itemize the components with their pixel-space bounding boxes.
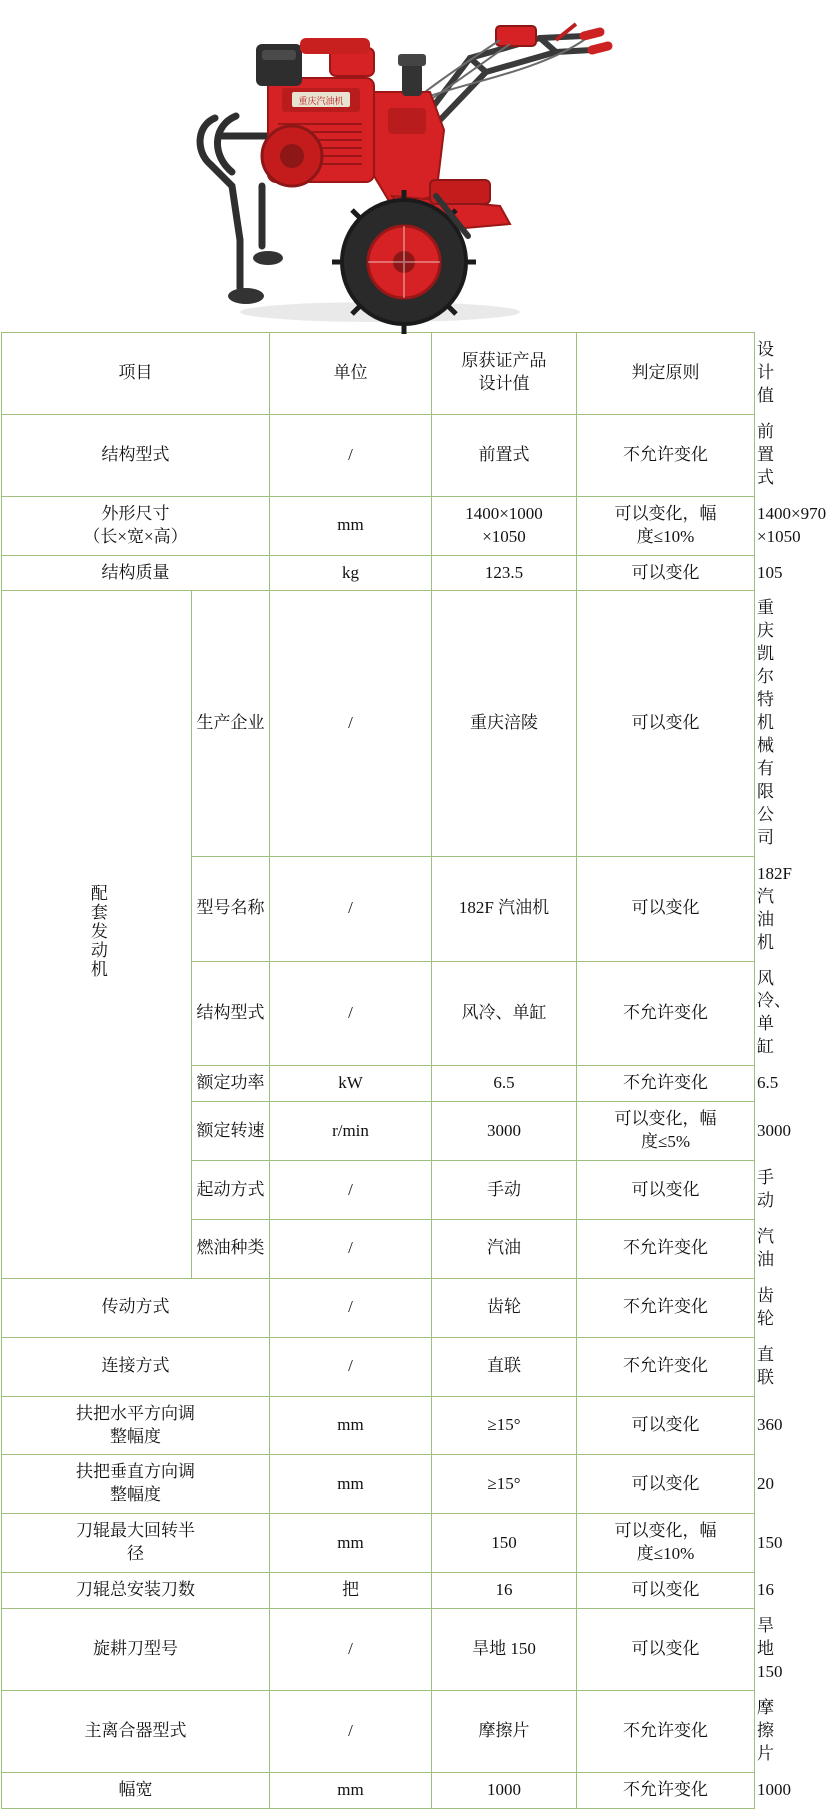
row-label: 生产企业 bbox=[192, 591, 270, 856]
row-unit: / bbox=[270, 1219, 432, 1278]
row-original: 1000 bbox=[432, 1772, 577, 1808]
table-row: 扶把垂直方向调 整幅度 mm ≥15° 可以变化 20 bbox=[2, 1455, 755, 1514]
row-unit: / bbox=[270, 1337, 432, 1396]
engine-group-label-text: 配套发动机 bbox=[87, 883, 107, 979]
row-original: ≥15° bbox=[432, 1455, 577, 1514]
table-row: 外形尺寸 （长×宽×高） mm 1400×1000 ×1050 可以变化，幅 度≤10% 1400×970 ×1050 bbox=[2, 496, 755, 555]
row-rule bbox=[577, 1102, 755, 1161]
engine-group-label bbox=[2, 591, 192, 1278]
row-unit: / bbox=[270, 1609, 432, 1691]
row-label bbox=[2, 496, 270, 555]
row-original: ≥15° bbox=[432, 1396, 577, 1455]
row-rule bbox=[577, 496, 755, 555]
row-original: 3000 bbox=[432, 1102, 577, 1161]
row-label: 结构质量 bbox=[2, 555, 270, 591]
row-unit: mm bbox=[270, 496, 432, 555]
table-row-engine: 起动方式 / 手动 可以变化 手动 bbox=[2, 1161, 755, 1220]
header-original-line1: 原获证产品 bbox=[461, 351, 547, 371]
row-rule: 不允许变化 bbox=[577, 1690, 755, 1772]
table-row: 连接方式 / 直联 不允许变化 直联 bbox=[2, 1337, 755, 1396]
row-label: 型号名称 bbox=[192, 856, 270, 961]
row-rule-line1: 可以变化，幅 bbox=[614, 503, 717, 523]
table-row: 旋耕刀型号 / 旱地 150 可以变化 旱地 150 bbox=[2, 1609, 755, 1691]
row-unit: kW bbox=[270, 1066, 432, 1102]
row-label: 起动方式 bbox=[192, 1161, 270, 1220]
row-rule-line1: 可以变化，幅 bbox=[614, 1521, 717, 1541]
row-unit: / bbox=[270, 1161, 432, 1220]
row-original-line2: ×1050 bbox=[482, 526, 526, 546]
row-label: 燃油种类 bbox=[192, 1219, 270, 1278]
row-label-line2: 径 bbox=[127, 1544, 144, 1564]
row-rule-line2: 度≤10% bbox=[636, 526, 695, 546]
row-label: 传动方式 bbox=[2, 1278, 270, 1337]
row-original bbox=[432, 496, 577, 555]
table-row: 传动方式 / 齿轮 不允许变化 齿轮 bbox=[2, 1278, 755, 1337]
table-row-engine: 额定转速 r/min 3000 可以变化，幅 度≤5% 3000 bbox=[2, 1102, 755, 1161]
row-rule: 不允许变化 bbox=[577, 1278, 755, 1337]
row-original: 直联 bbox=[432, 1337, 577, 1396]
table-row: 刀辊最大回转半 径 mm 150 可以变化，幅 度≤10% 150 bbox=[2, 1514, 755, 1573]
row-rule-line2: 度≤10% bbox=[636, 1544, 695, 1564]
row-rule: 可以变化 bbox=[577, 1455, 755, 1514]
table-header-row: 项目 单位 原获证产品 设计值 判定原则 设计值 bbox=[2, 333, 755, 415]
row-rule: 可以变化 bbox=[577, 1573, 755, 1609]
row-unit: / bbox=[270, 856, 432, 961]
row-rule: 不允许变化 bbox=[577, 1772, 755, 1808]
row-rule: 可以变化 bbox=[577, 555, 755, 591]
row-unit: r/min bbox=[270, 1102, 432, 1161]
row-original: 摩擦片 bbox=[432, 1690, 577, 1772]
row-label-line1: 扶把水平方向调 bbox=[76, 1403, 195, 1423]
row-unit: / bbox=[270, 1278, 432, 1337]
row-rule bbox=[577, 1514, 755, 1573]
row-unit: / bbox=[270, 414, 432, 496]
row-label: 额定功率 bbox=[192, 1066, 270, 1102]
row-label: 刀辊总安装刀数 bbox=[2, 1573, 270, 1609]
row-label: 额定转速 bbox=[192, 1102, 270, 1161]
row-original: 16 bbox=[432, 1573, 577, 1609]
row-unit: / bbox=[270, 591, 432, 856]
table-row: 扶把水平方向调 整幅度 mm ≥15° 可以变化 360 bbox=[2, 1396, 755, 1455]
row-original: 齿轮 bbox=[432, 1278, 577, 1337]
row-original: 旱地 150 bbox=[432, 1609, 577, 1691]
row-rule-line2: 度≤5% bbox=[641, 1132, 690, 1152]
row-unit: mm bbox=[270, 1396, 432, 1455]
row-label-line1: 外形尺寸 bbox=[101, 503, 170, 523]
tiller-illustration bbox=[0, 0, 755, 332]
svg-text:重庆汽油机: 重庆汽油机 bbox=[298, 97, 344, 107]
row-label: 结构型式 bbox=[2, 414, 270, 496]
row-rule: 可以变化 bbox=[577, 1161, 755, 1220]
header-cell-unit: 单位 bbox=[270, 333, 432, 415]
table-row-engine: 燃油种类 / 汽油 不允许变化 汽油 bbox=[2, 1219, 755, 1278]
row-rule: 可以变化 bbox=[577, 591, 755, 856]
row-label: 主离合器型式 bbox=[2, 1690, 270, 1772]
table-row: 结构质量 kg 123.5 可以变化 105 bbox=[2, 555, 755, 591]
table-row-engine: 配套发动机 生产企业 / 重庆涪陵 可以变化 重庆凯尔特机 械有限公司 bbox=[2, 591, 755, 856]
table-row-engine: 型号名称 / 182F 汽油机 可以变化 182F 汽油机 bbox=[2, 856, 755, 961]
row-label-line2: 整幅度 bbox=[110, 1485, 161, 1505]
row-label-line1: 扶把垂直方向调 bbox=[76, 1462, 195, 1482]
row-rule: 不允许变化 bbox=[577, 414, 755, 496]
row-rule: 可以变化 bbox=[577, 1396, 755, 1455]
row-rule: 不允许变化 bbox=[577, 1337, 755, 1396]
row-rule: 可以变化 bbox=[577, 856, 755, 961]
row-original-line1: 1400×1000 bbox=[465, 503, 543, 523]
row-rule: 不允许变化 bbox=[577, 1066, 755, 1102]
row-rule: 不允许变化 bbox=[577, 961, 755, 1066]
row-label bbox=[2, 1455, 270, 1514]
row-rule-line1: 可以变化，幅 bbox=[614, 1109, 717, 1129]
row-unit: mm bbox=[270, 1772, 432, 1808]
row-label: 连接方式 bbox=[2, 1337, 270, 1396]
row-unit: kg bbox=[270, 555, 432, 591]
spec-table bbox=[1, 332, 826, 1809]
row-label bbox=[2, 1396, 270, 1455]
table-row-engine: 额定功率 kW 6.5 不允许变化 6.5 bbox=[2, 1066, 755, 1102]
row-unit: 把 bbox=[270, 1573, 432, 1609]
table-row-engine: 结构型式 / 风冷、单缸 不允许变化 风冷、单缸 bbox=[2, 961, 755, 1066]
row-label: 幅宽 bbox=[2, 1772, 270, 1808]
table-row: 主离合器型式 / 摩擦片 不允许变化 摩擦片 bbox=[2, 1690, 755, 1772]
row-label: 结构型式 bbox=[192, 961, 270, 1066]
row-original: 重庆涪陵 bbox=[432, 591, 577, 856]
row-original: 汽油 bbox=[432, 1219, 577, 1278]
row-label: 旋耕刀型号 bbox=[2, 1609, 270, 1691]
row-original: 123.5 bbox=[432, 555, 577, 591]
row-original: 182F 汽油机 bbox=[432, 856, 577, 961]
row-label-line2: （长×宽×高） bbox=[83, 526, 188, 546]
row-original: 6.5 bbox=[432, 1066, 577, 1102]
row-unit: mm bbox=[270, 1514, 432, 1573]
row-label-line1: 刀辊最大回转半 bbox=[76, 1521, 195, 1541]
header-cell-rule: 判定原则 bbox=[577, 333, 755, 415]
product-photo bbox=[0, 0, 755, 332]
header-cell-item: 项目 bbox=[2, 333, 270, 415]
table-row: 刀辊总安装刀数 把 16 可以变化 16 bbox=[2, 1573, 755, 1609]
row-original: 前置式 bbox=[432, 414, 577, 496]
row-original: 风冷、单缸 bbox=[432, 961, 577, 1066]
row-unit: mm bbox=[270, 1455, 432, 1514]
row-rule: 可以变化 bbox=[577, 1609, 755, 1691]
table-row: 结构型式 / 前置式 不允许变化 前置式 bbox=[2, 414, 755, 496]
table-row: 幅宽 mm 1000 不允许变化 1000 bbox=[2, 1772, 755, 1808]
header-cell-original-design bbox=[432, 333, 577, 415]
row-rule: 不允许变化 bbox=[577, 1219, 755, 1278]
row-unit: / bbox=[270, 961, 432, 1066]
row-original: 150 bbox=[432, 1514, 577, 1573]
row-label-line2: 整幅度 bbox=[110, 1426, 161, 1446]
row-label bbox=[2, 1514, 270, 1573]
row-unit: / bbox=[270, 1690, 432, 1772]
row-original: 手动 bbox=[432, 1161, 577, 1220]
header-original-line2: 设计值 bbox=[478, 374, 530, 394]
